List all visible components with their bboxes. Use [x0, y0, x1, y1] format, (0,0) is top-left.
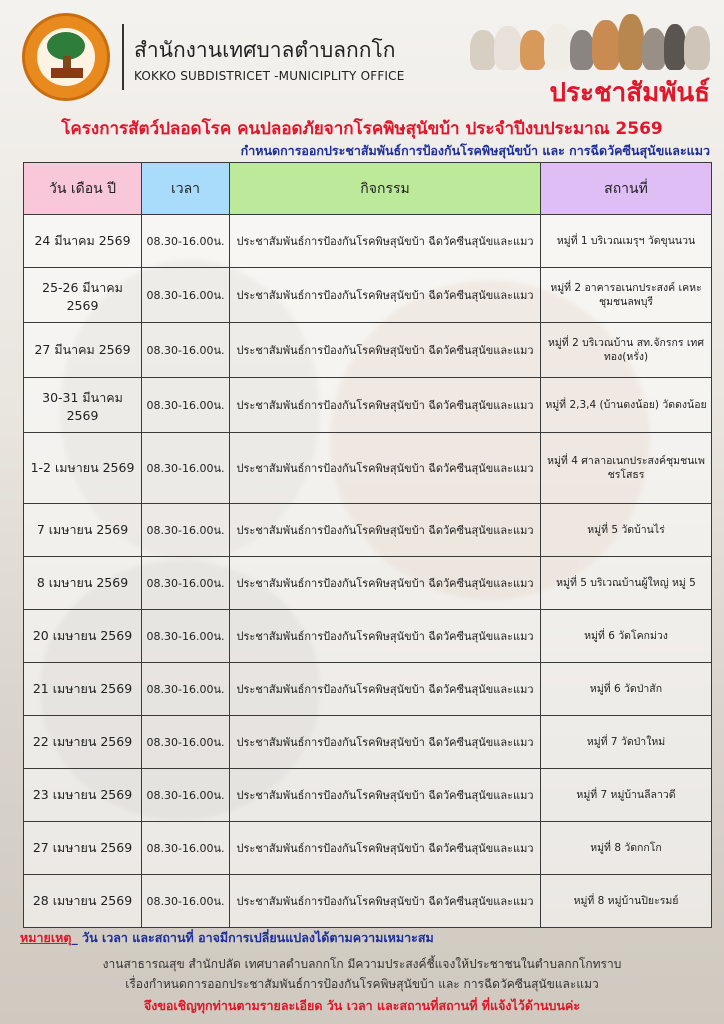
row-activity: ประชาสัมพันธ์การป้องกันโรคพิษสุนัขบ้า ฉีดวัคซีนสุนัขและแมว — [230, 268, 541, 323]
office-name-english: KOKKO SUBDISTRICET -MUNICIPLITY OFFICE — [134, 69, 405, 83]
row-place: หมู่ที่ 2,3,4 (บ้านดงน้อย) วัดดงน้อย — [541, 378, 712, 433]
row-time: 08.30-16.00น. — [142, 378, 230, 433]
footer-line-2: เรื่องกำหนดการออกประชาสัมพันธ์การป้องกันโรคพิษสุนัขบ้า และ การฉีดวัคซีนสุนัขและแมว — [125, 977, 599, 991]
row-time: 08.30-16.00น. — [142, 557, 230, 610]
row-activity: ประชาสัมพันธ์การป้องกันโรคพิษสุนัขบ้า ฉีดวัคซีนสุนัขและแมว — [230, 378, 541, 433]
row-activity: ประชาสัมพันธ์การป้องกันโรคพิษสุนัขบ้า ฉีดวัคซีนสุนัขและแมว — [230, 822, 541, 875]
row-date: 25-26 มีนาคม 2569 — [24, 268, 142, 323]
row-place: หมู่ที่ 6 วัดป่าสัก — [541, 663, 712, 716]
row-activity: ประชาสัมพันธ์การป้องกันโรคพิษสุนัขบ้า ฉีดวัคซีนสุนัขและแมว — [230, 504, 541, 557]
row-place: หมู่ที่ 7 วัดป่าใหม่ — [541, 716, 712, 769]
schedule-table — [23, 162, 712, 928]
house-icon — [51, 68, 83, 78]
row-place: หมู่ที่ 2 อาคารอเนกประสงค์ เคหะชุมชนลพบุรี — [541, 268, 712, 323]
table-row — [24, 663, 712, 716]
note-text: _ วัน เวลา และสถานที่ อาจมีการเปลี่ยนแปลงได้ตามความเหมาะสม — [71, 930, 434, 945]
row-time: 08.30-16.00น. — [142, 769, 230, 822]
header-time: เวลา — [142, 163, 230, 215]
row-date: 1-2 เมษายน 2569 — [24, 433, 142, 504]
row-place: หมู่ที่ 8 หมู่บ้านปิยะรมย์ — [541, 875, 712, 928]
row-activity: ประชาสัมพันธ์การป้องกันโรคพิษสุนัขบ้า ฉีดวัคซีนสุนัขและแมว — [230, 663, 541, 716]
row-date: 23 เมษายน 2569 — [24, 769, 142, 822]
row-date: 27 เมษายน 2569 — [24, 822, 142, 875]
table-row — [24, 378, 712, 433]
row-time: 08.30-16.00น. — [142, 716, 230, 769]
row-place: หมู่ที่ 7 หมู่บ้านลีลาวดี — [541, 769, 712, 822]
header-place: สถานที่ — [541, 163, 712, 215]
note — [20, 928, 434, 948]
office-name-thai: สำนักงานเทศบาลตำบลกกโก — [134, 38, 396, 62]
row-activity: ประชาสัมพันธ์การป้องกันโรคพิษสุนัขบ้า ฉีดวัคซีนสุนัขและแมว — [230, 875, 541, 928]
row-date: 28 เมษายน 2569 — [24, 875, 142, 928]
footer-line-1: งานสาธารณสุข สำนักปลัด เทศบาลตำบลกกโก มีความประสงค์ชี้แจงให้ประชาชนในตำบลกกโกทราบ — [102, 957, 622, 971]
row-date: 24 มีนาคม 2569 — [24, 215, 142, 268]
row-activity: ประชาสัมพันธ์การป้องกันโรคพิษสุนัขบ้า ฉีดวัคซีนสุนัขและแมว — [230, 323, 541, 378]
note-label: หมายเหตุ — [20, 930, 72, 945]
row-activity: ประชาสัมพันธ์การป้องกันโรคพิษสุนัขบ้า ฉีดวัคซีนสุนัขและแมว — [230, 769, 541, 822]
table-row — [24, 716, 712, 769]
row-place: หมู่ที่ 4 ศาลาอเนกประสงค์ชุมชนเพชรโสธร — [541, 433, 712, 504]
row-time: 08.30-16.00น. — [142, 268, 230, 323]
row-time: 08.30-16.00น. — [142, 323, 230, 378]
header-date: วัน เดือน ปี — [24, 163, 142, 215]
row-place: หมู่ที่ 8 วัดกกโก — [541, 822, 712, 875]
row-time: 08.30-16.00น. — [142, 663, 230, 716]
row-place: หมู่ที่ 5 วัดบ้านไร่ — [541, 504, 712, 557]
row-time: 08.30-16.00น. — [142, 433, 230, 504]
row-activity: ประชาสัมพันธ์การป้องกันโรคพิษสุนัขบ้า ฉีดวัคซีนสุนัขและแมว — [230, 433, 541, 504]
row-date: 21 เมษายน 2569 — [24, 663, 142, 716]
table-header-row — [24, 163, 712, 215]
row-date: 8 เมษายน 2569 — [24, 557, 142, 610]
table-row — [24, 215, 712, 268]
pets-illustration — [470, 12, 710, 70]
row-date: 20 เมษายน 2569 — [24, 610, 142, 663]
row-time: 08.30-16.00น. — [142, 215, 230, 268]
municipality-logo — [22, 13, 110, 101]
row-activity: ประชาสัมพันธ์การป้องกันโรคพิษสุนัขบ้า ฉีดวัคซีนสุนัขและแมว — [230, 215, 541, 268]
row-place: หมู่ที่ 6 วัดโคกม่วง — [541, 610, 712, 663]
footer-line-3: จึงขอเชิญทุกท่านตามรายละเอียด วัน เวลา และสถานที่สถานที่ ที่แจ้งไว้ด้านบนค่ะ — [143, 998, 581, 1013]
header-divider — [122, 24, 124, 90]
table-row — [24, 433, 712, 504]
page-title: โครงการสัตว์ปลอดโรค คนปลอดภัยจากโรคพิษสุนัขบ้า ประจำปีงบประมาณ 2569 — [61, 119, 663, 139]
row-time: 08.30-16.00น. — [142, 610, 230, 663]
row-time: 08.30-16.00น. — [142, 822, 230, 875]
table-row — [24, 769, 712, 822]
row-date: 30-31 มีนาคม 2569 — [24, 378, 142, 433]
row-place: หมู่ที่ 1 บริเวณเมรุฯ วัดขุนนวน — [541, 215, 712, 268]
table-row — [24, 504, 712, 557]
row-time: 08.30-16.00น. — [142, 875, 230, 928]
row-activity: ประชาสัมพันธ์การป้องกันโรคพิษสุนัขบ้า ฉีดวัคซีนสุนัขและแมว — [230, 716, 541, 769]
table-row — [24, 323, 712, 378]
row-activity: ประชาสัมพันธ์การป้องกันโรคพิษสุนัขบ้า ฉีดวัคซีนสุนัขและแมว — [230, 610, 541, 663]
section-title: ประชาสัมพันธ์ — [549, 78, 710, 108]
row-place: หมู่ที่ 5 บริเวณบ้านผู้ใหญ่ หมู่ 5 — [541, 557, 712, 610]
page-subtitle: กำหนดการออกประชาสัมพันธ์การป้องกันโรคพิษสุนัขบ้า และ การฉีดวัคซีนสุนัขและแมว — [240, 143, 710, 158]
header-activity: กิจกรรม — [230, 163, 541, 215]
table-row — [24, 268, 712, 323]
table-row — [24, 557, 712, 610]
row-date: 22 เมษายน 2569 — [24, 716, 142, 769]
row-activity: ประชาสัมพันธ์การป้องกันโรคพิษสุนัขบ้า ฉีดวัคซีนสุนัขและแมว — [230, 557, 541, 610]
row-date: 27 มีนาคม 2569 — [24, 323, 142, 378]
row-place: หมู่ที่ 2 บริเวณบ้าน สท.จักรกร เทศทอง(หรั่ง) — [541, 323, 712, 378]
table-row — [24, 822, 712, 875]
table-row — [24, 610, 712, 663]
table-row — [24, 875, 712, 928]
row-time: 08.30-16.00น. — [142, 504, 230, 557]
row-date: 7 เมษายน 2569 — [24, 504, 142, 557]
